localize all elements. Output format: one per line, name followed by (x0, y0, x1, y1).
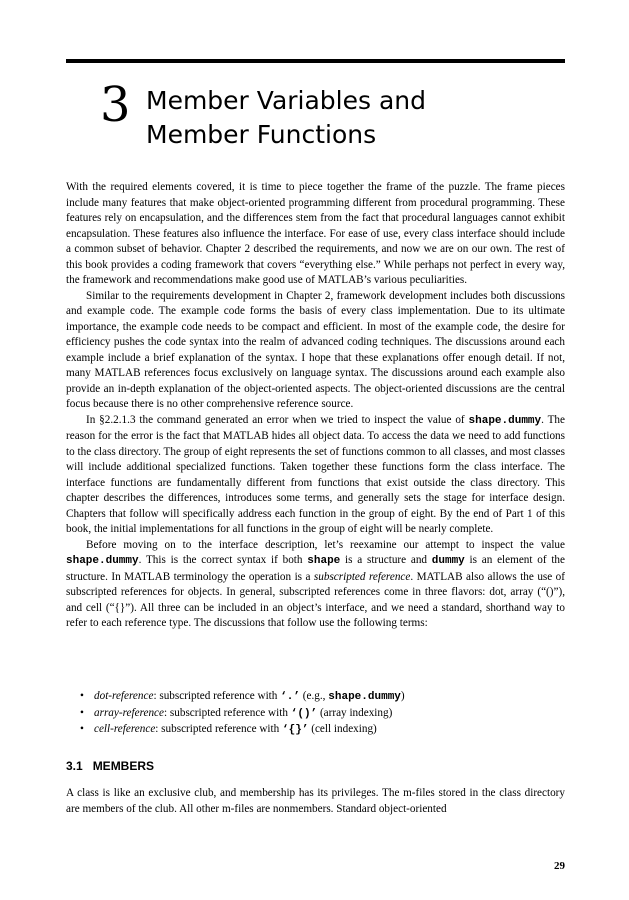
code-shape-dummy: shape.dummy (468, 414, 542, 427)
section-heading (66, 758, 154, 774)
list-item-text: : subscripted reference with (155, 723, 283, 735)
term-dot-reference: dot-reference (94, 690, 154, 702)
list-item-text: (array indexing) (317, 706, 393, 719)
list-item-text: ) (400, 690, 405, 702)
list-item-text: (cell indexing) (308, 723, 377, 735)
list-item-text: : subscripted reference with (153, 690, 281, 702)
code-shape: shape (307, 555, 341, 567)
bullet: • (80, 723, 84, 735)
paragraph-1: With the required elements covered, it is time to piece together the frame of the puzzle. The frame pieces include many features that make object-oriented programming different from procedural programming. These features rely on encapsulation, and the differences stem from the fact that procedural languages cannot exhibit encapsulation. These features also influence the interface. For ease of use, every class interface should include a common subset of behavior. Chapter 2 described the requirements, and now we are on our own. The rest of this book provides a coding framework that covers “everything else.” While perhaps not perfect in every way, the framework and recommendations make good use of MATLAB’s various peculiarities. (66, 181, 565, 286)
code-shape-dummy-3: shape.dummy (328, 691, 401, 703)
section-title: MEMBERS (92, 759, 155, 773)
chapter-title-line-2: Member Functions (146, 120, 377, 149)
list-item-text: (e.g., (300, 690, 329, 702)
list-item-text: : subscripted reference with (164, 706, 291, 719)
chapter-number: 3 (100, 77, 131, 133)
paragraph-4-text-b: . This is the correct syntax if both (138, 554, 308, 566)
chapter-body (66, 180, 565, 632)
chapter-title-line-1: Member Variables and (146, 86, 427, 115)
list-item (80, 722, 560, 739)
paragraph-4 (66, 538, 565, 632)
paragraph-3-text-b: . The reason for the error is the fact that MATLAB hides all object data. To access the data we need to add functions to the class directory. The group of eight represents the set of functions common to all classes, and most classes will include additional specialized functions. Taken together these functions form the class interface. The interface functions are fundamentally different from functions that exist outside the class directory. This chapter describes the differences, introduces some terms, and generally sets the stage for interface design. Chapters that follow will specifically address each function in the group of eight. By the end of Part 1 of this book, the initial implementations for all functions in the group of eight will be nearly complete. (66, 413, 565, 535)
code-braces: ‘{}’ (282, 724, 309, 736)
term-array-reference: array-reference (94, 706, 164, 719)
chapter-title (146, 84, 426, 152)
reference-terms-list (80, 689, 560, 739)
paragraph-3-text-a: In §2.2.1.3 the command generated an error when we tried to inspect the value of (86, 413, 469, 426)
section-text: A class is like an exclusive club, and membership has its privileges. The m-files stored in the class directory are members of the club. All other m-files are nonmembers. Standard object-oriented (66, 787, 565, 815)
list-item (80, 689, 560, 706)
paragraph-2: Similar to the requirements development in Chapter 2, framework development includes both discussions and example code. The example code forms the basis of every class implementation. Due to its ultimate importance, the example code needs to be compact and efficient. In most of the example code, the desire for efficiency pushes the code syntax into the realm of advanced coding techniques. The discussions around each example include a brief explanation of the syntax. I hope that these explanations offer enough detail. If not, many MATLAB references focus exclusively on language syntax. The discussions around each example also provide an in-depth explanation of the object-oriented aspects. The object-oriented discussions are the central focus because there is no other comprehensive reference source. (66, 289, 565, 410)
section-number: 3.1 (66, 759, 83, 773)
bullet: • (80, 690, 84, 702)
code-dummy: dummy (431, 555, 465, 567)
code-shape-dummy-2: shape.dummy (66, 555, 139, 567)
paragraph-3 (66, 413, 565, 538)
paragraph-4-text-d: is an element of the structure. In MATLAB terminology the operation is a (66, 554, 565, 583)
bullet: • (80, 706, 84, 719)
chapter-top-rule (66, 59, 565, 63)
code-parens: ‘()’ (290, 707, 318, 720)
list-item (80, 706, 560, 723)
paragraph-4-text-c: is a structure and (340, 554, 432, 566)
term-cell-reference: cell-reference (94, 723, 156, 735)
term-subscripted-reference: subscripted reference (313, 570, 411, 583)
page-number: 29 (554, 860, 565, 872)
paragraph-4-text-a: Before moving on to the interface description, let’s reexamine our attempt to inspect the value (86, 538, 565, 551)
code-dot: ‘.’ (280, 691, 300, 703)
paragraph-4-text-e: . MATLAB also allows the use of subscripted references for objects. In general, subscripted references come in three flavors: dot, array (“()”), and cell (“{}”). All three can be included in an object’s interface, and we need a standard, shorthand way to refer to each reference type. The discussions that follow use the following terms: (66, 570, 565, 629)
